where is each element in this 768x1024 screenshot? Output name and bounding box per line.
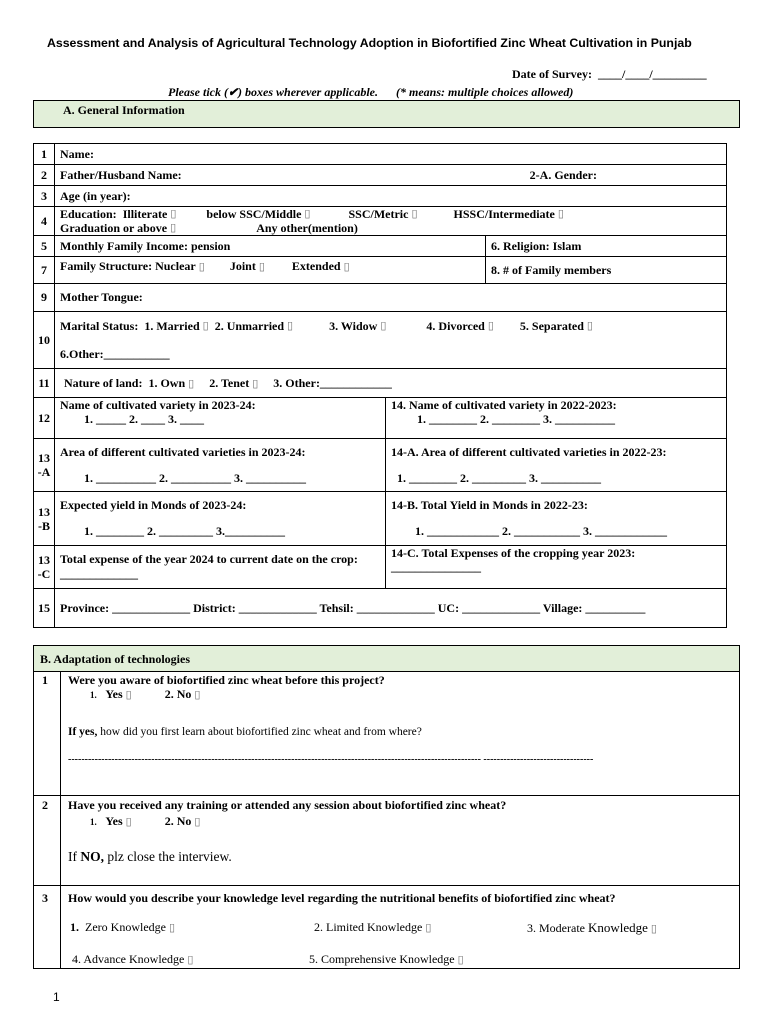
row-number: 15 [34, 589, 55, 628]
checkbox-icon[interactable]: ▯ [194, 689, 201, 701]
option-no[interactable]: 2. No [164, 814, 192, 828]
area-2022-23[interactable] [386, 439, 727, 492]
income-field[interactable]: Monthly Family Income: pension [55, 236, 486, 257]
option-label-suffix: Knowledge [587, 920, 648, 935]
family-members-field[interactable]: 8. # of Family members [486, 257, 727, 284]
option-comprehensive-knowledge[interactable] [309, 952, 464, 967]
row-number: 13 -C [34, 546, 55, 589]
option-joint[interactable]: Joint [229, 259, 256, 273]
table-row [34, 546, 727, 589]
option-graduation[interactable]: Graduation or above [60, 221, 168, 235]
area-2022-23-label: 14-A. Area of different cultivated varieties in 2022-23: [391, 445, 667, 459]
option-tenet[interactable]: 2. Tenet [209, 375, 250, 390]
option-zero-knowledge[interactable] [70, 920, 175, 935]
option-unmarried[interactable]: 2. Unmarried [214, 319, 285, 333]
table-row [34, 144, 727, 165]
question-number: 3 [42, 891, 48, 905]
father-name-label: Father/Husband Name: [60, 167, 182, 182]
option-other-marital[interactable]: 6.Other:___________ [60, 347, 170, 361]
education-label: Education: [60, 207, 117, 221]
checkbox-icon[interactable]: ▯ [650, 923, 657, 935]
checkbox-icon[interactable]: ▯ [287, 320, 294, 332]
expense-2023-label: 14-C. Total Expenses of the cropping year 2023: [391, 546, 636, 560]
table-row [34, 165, 727, 186]
yield-2023-24-blanks: 1. ________ 2. _________ 3.__________ [84, 524, 285, 538]
checkbox-icon[interactable]: ▯ [457, 954, 464, 966]
yield-2023-24[interactable] [55, 492, 386, 546]
row-number: 12 [34, 398, 55, 439]
yield-2023-24-label: Expected yield in Monds of 2023-24: [60, 498, 247, 512]
father-name-field[interactable] [55, 165, 727, 186]
checkbox-icon[interactable]: ▯ [411, 208, 418, 220]
q2-options [90, 814, 200, 829]
table-row [34, 369, 727, 398]
question-number: 2 [42, 798, 48, 812]
option-limited-knowledge[interactable] [314, 920, 431, 935]
adoption-questions [33, 671, 740, 969]
followup-question: how did you first learn about biofortified zinc wheat and from where? [100, 726, 422, 738]
option-yes[interactable]: Yes [105, 687, 123, 701]
checkbox-icon[interactable]: ▯ [194, 816, 201, 828]
checkbox-icon[interactable]: ▯ [168, 922, 176, 934]
table-row [34, 439, 727, 492]
area-2023-24[interactable] [55, 439, 386, 492]
yield-2022-23[interactable] [386, 492, 727, 546]
variety-2022-23-blanks: 1. ________ 2. ________ 3. __________ [417, 412, 615, 426]
option-other-land[interactable]: 3. Other:____________ [273, 375, 392, 390]
checkbox-icon[interactable]: ▯ [188, 377, 195, 390]
option-label: 2. Limited Knowledge [314, 920, 423, 934]
checkbox-icon[interactable]: ▯ [304, 208, 311, 220]
row-number: 1 [34, 144, 55, 165]
area-2022-23-blanks: 1. ________ 2. _________ 3. __________ [397, 471, 601, 485]
family-structure-field [55, 257, 486, 284]
option-extended[interactable]: Extended [291, 259, 341, 273]
religion-field[interactable]: 6. Religion: Islam [486, 236, 727, 257]
checkbox-icon[interactable]: ▯ [170, 222, 177, 234]
option-yes[interactable]: Yes [105, 814, 123, 828]
option-label: 4. Advance Knowledge [72, 952, 185, 966]
land-nature-label: Nature of land: [64, 375, 143, 390]
option-hssc[interactable]: HSSC/Intermediate [453, 207, 555, 221]
expense-2023-blank: _______________ [391, 560, 481, 574]
section-a-header: A. General Information [33, 100, 740, 128]
option-label: 5. Comprehensive Knowledge [309, 952, 455, 966]
option-married[interactable]: 1. Married [144, 319, 200, 333]
mother-tongue-field[interactable]: Mother Tongue: [55, 284, 727, 312]
row-number: 7 [34, 257, 55, 284]
table-row [34, 312, 727, 369]
expense-2024[interactable]: Total expense of the year 2024 to current date on the crop: _____________ [55, 546, 386, 589]
instruction-text: Please tick (✔) boxes wherever applicable. [168, 85, 378, 99]
column-divider [60, 671, 61, 968]
checkbox-icon[interactable]: ▯ [198, 261, 205, 273]
land-nature-field [55, 369, 727, 398]
checkbox-icon[interactable]: ▯ [343, 261, 350, 273]
cultivation-table [33, 397, 727, 628]
checkbox-icon[interactable]: ▯ [586, 320, 593, 332]
date-of-survey [512, 67, 707, 82]
option-label: Zero Knowledge [85, 920, 166, 934]
row-number: 2 [34, 165, 55, 186]
row-divider [34, 885, 739, 886]
option-number: 1. [90, 817, 97, 827]
checkbox-icon[interactable]: ▯ [187, 954, 194, 966]
education-field [55, 207, 727, 236]
table-row [34, 207, 727, 236]
variety-2023-24-blanks: 1. _____ 2. ____ 3. ____ [84, 412, 204, 426]
row-divider [34, 795, 739, 796]
note-text: plz close the interview. [107, 849, 232, 864]
row-number: 9 [34, 284, 55, 312]
yield-2022-23-blanks: 1. ____________ 2. ___________ 3. ____________ [415, 524, 667, 538]
option-moderate-knowledge[interactable] [527, 920, 657, 936]
family-structure-label: Family Structure: Nuclear [60, 259, 196, 273]
checkbox-icon[interactable]: ▯ [380, 320, 387, 332]
option-below-ssc[interactable]: below SSC/Middle [206, 207, 302, 221]
checkbox-icon[interactable]: ▯ [487, 320, 494, 332]
area-2023-24-blanks: 1. __________ 2. __________ 3. __________ [84, 471, 306, 485]
table-row [34, 186, 727, 207]
age-field[interactable]: Age (in year): [55, 186, 727, 207]
row-number: 13 -B [34, 492, 55, 546]
option-number: 1. [70, 920, 79, 934]
table-row [34, 257, 727, 284]
question-number: 1 [42, 673, 48, 687]
checkbox-icon[interactable]: ▯ [202, 320, 209, 332]
option-separated[interactable]: 5. Separated [519, 319, 584, 333]
general-info-table [33, 143, 727, 398]
checkbox-icon[interactable]: ▯ [557, 208, 564, 220]
question-3: How would you describe your knowledge level regarding the nutritional benefits of biofortified zinc wheat? [68, 891, 616, 905]
row-number: 11 [34, 369, 55, 398]
yield-2022-23-label: 14-B. Total Yield in Monds in 2022-23: [391, 498, 588, 512]
variety-2022-23[interactable] [386, 398, 727, 439]
table-row [34, 398, 727, 439]
checkbox-icon[interactable]: ▯ [258, 261, 265, 273]
table-row [34, 236, 727, 257]
checkbox-icon[interactable]: ▯ [125, 816, 132, 828]
variety-2022-23-label: 14. Name of cultivated variety in 2022-2023: [391, 398, 617, 412]
table-row [34, 284, 727, 312]
close-interview-note [68, 849, 232, 865]
option-number: 1. [90, 690, 97, 700]
expense-2023[interactable] [386, 546, 727, 589]
date-label: Date of Survey: [512, 67, 592, 81]
variety-2023-24-label: Name of cultivated variety in 2023-24: [60, 398, 256, 412]
row-number: 3 [34, 186, 55, 207]
checkbox-icon[interactable]: ▯ [425, 922, 432, 934]
option-own[interactable]: 1. Own [148, 375, 186, 390]
gender-label: 2-A. Gender: [529, 167, 597, 182]
marital-status-label: Marital Status: [60, 319, 139, 333]
row-number: 13 -A [34, 439, 55, 492]
table-row [34, 492, 727, 546]
instruction [168, 85, 573, 100]
option-no[interactable]: 2. No [164, 687, 192, 701]
option-widow[interactable]: 3. Widow [329, 319, 378, 333]
table-row [34, 589, 727, 628]
option-other[interactable]: Any other(mention) [256, 221, 358, 235]
marital-status-field [55, 312, 727, 369]
note-if: If [68, 849, 77, 864]
row-number: 5 [34, 236, 55, 257]
row-number: 4 [34, 207, 55, 236]
option-divorced[interactable]: 4. Divorced [426, 319, 485, 333]
survey-title: Assessment and Analysis of Agricultural Technology Adoption in Biofortified Zinc Wheat Cultivation in Punjab [47, 36, 692, 50]
variety-2023-24[interactable] [55, 398, 386, 439]
name-field[interactable]: Name: [55, 144, 727, 165]
checkbox-icon[interactable]: ▯ [170, 208, 177, 220]
option-illiterate[interactable]: Illiterate [122, 207, 168, 221]
location-fields[interactable]: Province: _____________ District: _____________ Tehsil: _____________ UC: _____________ Village: __________ [55, 589, 727, 628]
area-2023-24-label: Area of different cultivated varieties in 2023-24: [60, 445, 306, 459]
note-no: NO, [80, 849, 104, 864]
section-b-header: B. Adaptation of technologies [33, 645, 740, 672]
option-label: 3. Moderate [527, 921, 585, 935]
followup-if-yes: If yes, [68, 726, 98, 738]
checkbox-icon[interactable]: ▯ [252, 377, 259, 390]
checkbox-icon[interactable]: ▯ [125, 689, 132, 701]
answer-line[interactable]: ---------------------------------------------------------------------------------------------------------------------------- --------------------------------- [68, 754, 594, 765]
q1-options [90, 687, 200, 702]
option-advance-knowledge[interactable] [72, 952, 193, 967]
date-field[interactable]: ____/____/_________ [597, 67, 707, 81]
row-number: 10 [34, 312, 55, 369]
page-number: 1 [53, 990, 60, 1004]
q1-followup [68, 726, 422, 738]
option-ssc-metric[interactable]: SSC/Metric [348, 207, 409, 221]
instruction-note: (* means: multiple choices allowed) [396, 85, 574, 99]
question-2: Have you received any training or attended any session about biofortified zinc wheat? [68, 798, 507, 812]
question-1: Were you aware of biofortified zinc wheat before this project? [68, 673, 385, 687]
